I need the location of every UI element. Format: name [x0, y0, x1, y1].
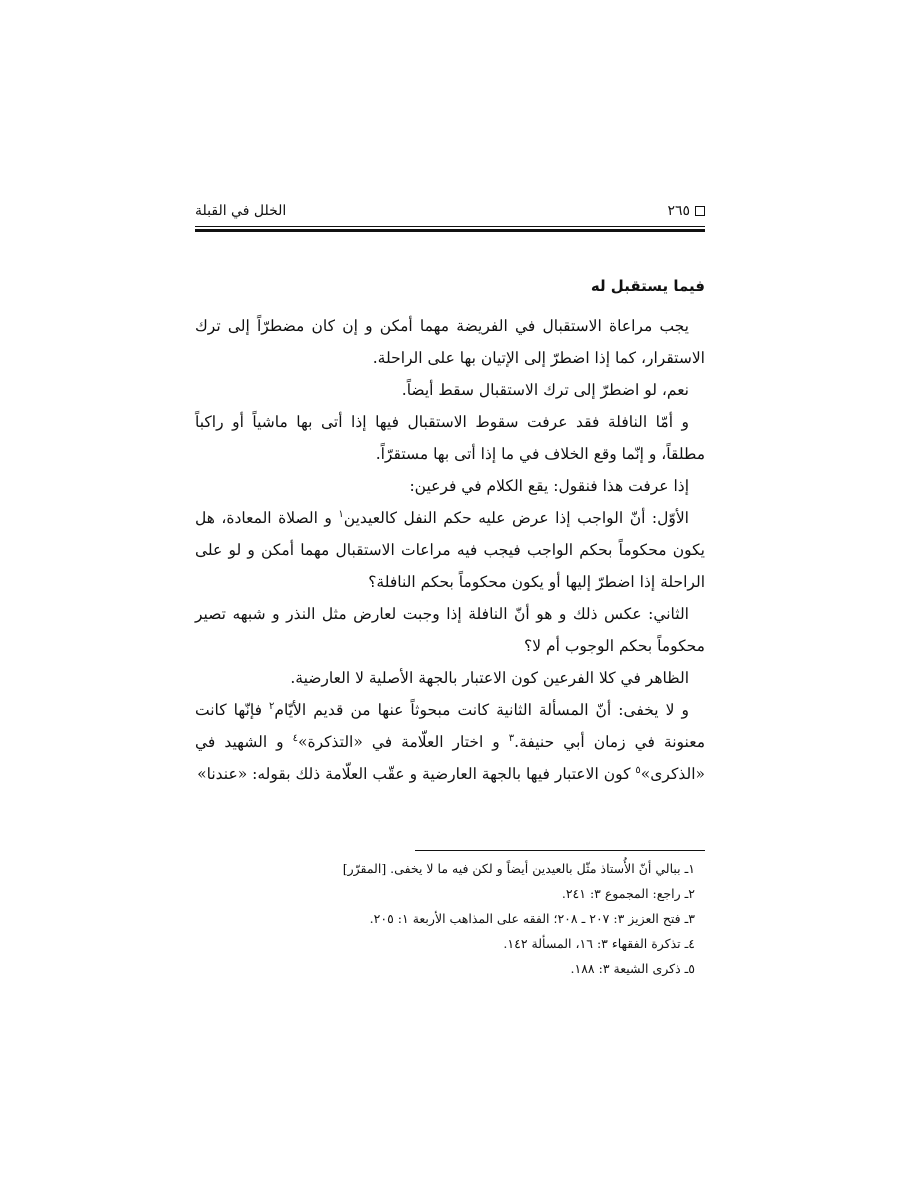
paragraph: نعم، لو اضطرّ إلى ترك الاستقبال سقط أيضاً. — [401, 381, 689, 399]
footnote-ref: ٥ — [635, 764, 641, 776]
header-rule-thin — [195, 226, 705, 227]
text-run: الأوّل: أنّ الواجب إذا عرض عليه حكم النفل كالعيدين — [343, 509, 689, 527]
paragraph-first-branch — [195, 502, 705, 598]
paragraph-second-branch: الثاني: عكس ذلك و هو أنّ النافلة إذا وجبت لعارض مثل النذر و شبهه تصير محكوماً بحكم الوجوب أم لا؟ — [195, 605, 705, 655]
footnote: ٤ـ تذكرة الفقهاء ٣: ١٦، المسألة ١٤٢. — [503, 936, 695, 951]
header-rule-thick — [195, 229, 705, 232]
square-icon — [695, 206, 705, 216]
footnote-separator — [415, 850, 705, 851]
page-number — [667, 203, 705, 219]
footnote: ٢ـ راجع: المجموع ٣: ٢٤١. — [561, 886, 695, 901]
footnote-ref: ٢ — [269, 700, 275, 712]
paragraph: يجب مراعاة الاستقبال في الفريضة مهما أمكن و إن كان مضطرّاً إلى ترك الاستقرار، كما إذا اضطرّ إلى الإتيان بها على الراحلة. — [195, 317, 705, 367]
footnote-ref: ٣ — [508, 732, 515, 744]
text-run: و الشهيد في «الذكرى» — [195, 733, 705, 783]
text-run: و لا يخفى: أنّ المسألة الثانية كانت مبحوثاً عنها من قديم الأيّام — [274, 701, 689, 719]
footnote: ١ـ ببالي أنّ الأُستاذ مثّل بالعيدين أيضاً و لكن فيه ما لا يخفى. [المقرّر] — [342, 861, 695, 876]
footnote-ref: ١ — [338, 508, 344, 520]
footnote: ٣ـ فتح العزيز ٣: ٢٠٧ ـ ٢٠٨؛ الفقه على المذاهب الأربعة ١: ٢٠٥. — [369, 911, 695, 926]
text-run: و الصلاة المعادة، هل يكون محكوماً بحكم الواجب فيجب فيه مراعات الاستقبال مهما أمكن و لو على الراحلة إذا اضطرّ إليها أو يكون محكوماً بحكم النافلة؟ — [195, 509, 705, 591]
running-header-title: الخلل في القبلة — [195, 203, 287, 219]
paragraph: الظاهر في كلا الفرعين كون الاعتبار بالجهة الأصلية لا العارضية. — [290, 669, 689, 687]
page-number-text: ٢٦٥ — [667, 203, 690, 219]
text-run: كون الاعتبار فيها بالجهة العارضية و عقّب العلّامة ذلك بقوله: «عندنا» — [197, 765, 636, 783]
footnote: ٥ـ ذكرى الشيعة ٣: ١٨٨. — [570, 961, 695, 976]
text-run: فإنّها كانت معنونة في زمان أبي حنيفة. — [195, 701, 705, 751]
paragraph: إذا عرفت هذا فنقول: يقع الكلام في فرعين: — [409, 477, 689, 495]
paragraph: و أمّا النافلة فقد عرفت سقوط الاستقبال فيها إذا أتى بها ماشياً أو راكباً مطلقاً، و إنّما وقع الخلاف في ما إذا أتى بها مستقرّاً. — [195, 413, 705, 463]
paragraph-final — [195, 694, 705, 790]
footnotes — [195, 856, 705, 981]
main-text — [195, 270, 705, 790]
running-header — [195, 196, 705, 226]
text-run: و اختار العلّامة في «التذكرة» — [297, 733, 509, 751]
section-heading: فيما يستقبل له — [590, 277, 705, 295]
footnote-ref: ٤ — [292, 732, 298, 744]
